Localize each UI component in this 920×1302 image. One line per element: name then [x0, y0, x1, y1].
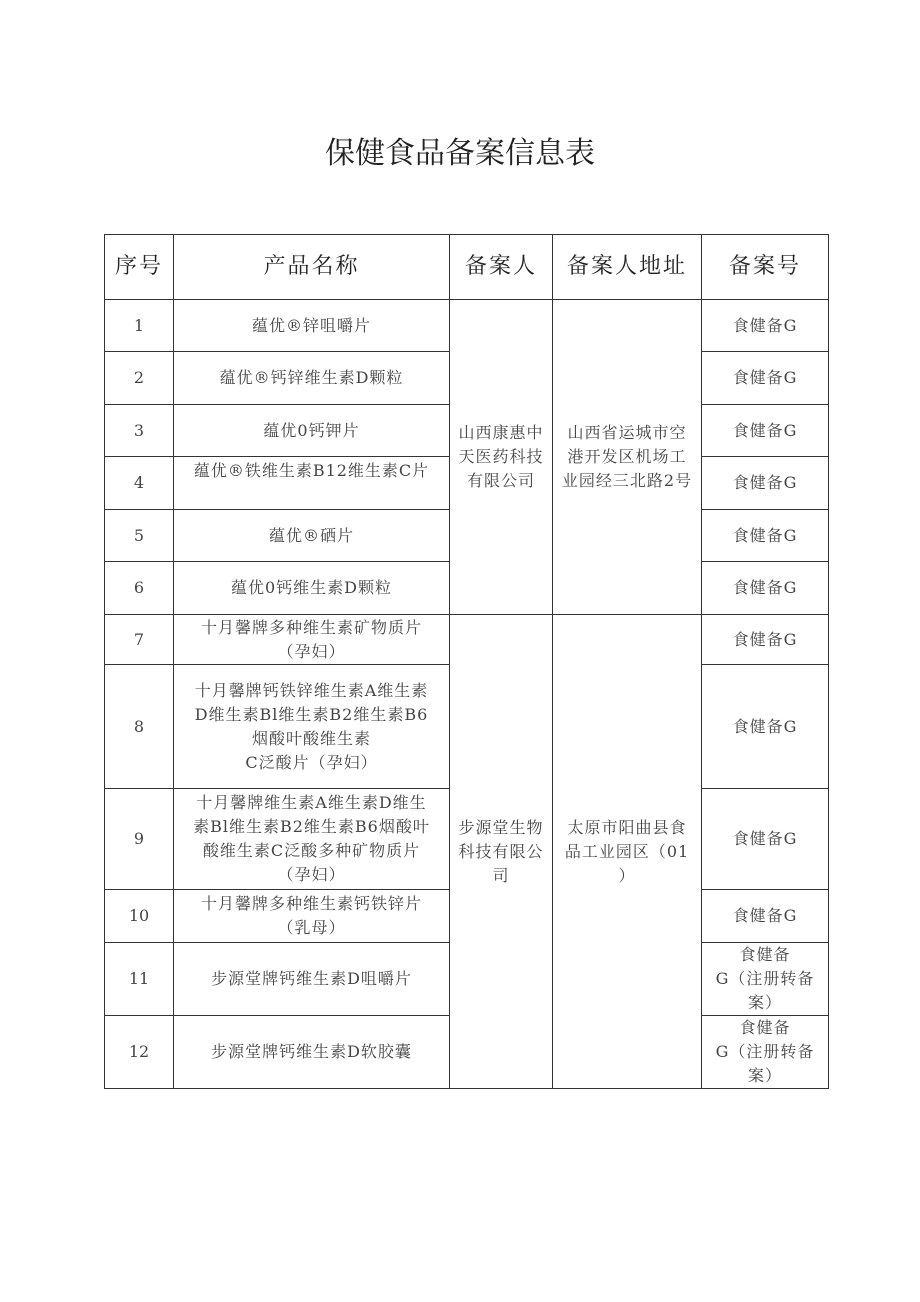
filer-line: 山西康惠中 — [458, 423, 544, 442]
product-name: 蕴优®锌咀嚼片 — [174, 300, 450, 352]
product-name: 蕴优®钙锌维生素D颗粒 — [174, 352, 450, 405]
record-number: 食健备G — [702, 510, 829, 562]
record-number: 食健备G — [702, 789, 829, 890]
table-row — [105, 615, 829, 665]
product-name: 蕴优0钙钾片 — [174, 405, 450, 457]
record-number: 食健备G — [702, 890, 829, 943]
address-line: 业园经三北路2号 — [561, 471, 693, 490]
row-number: 6 — [105, 562, 174, 615]
header-filer-address: 备案人地址 — [553, 235, 702, 300]
header-filer: 备案人 — [450, 235, 553, 300]
product-name-line: C泛酸片（孕妇） — [245, 752, 378, 772]
row-number: 9 — [105, 789, 174, 890]
product-name — [174, 615, 450, 665]
product-name-line: 十月馨牌多种维生素矿物质片 — [200, 617, 422, 637]
product-name: 步源堂牌钙维生素D咀嚼片 — [174, 943, 450, 1016]
record-number: 食健备G — [702, 457, 829, 510]
filer-line: 步源堂生物 — [458, 817, 544, 837]
product-name-line: 十月馨牌维生素A维生素D维生 — [196, 793, 427, 812]
address-cell — [553, 300, 702, 615]
product-name: 蕴优®硒片 — [174, 510, 450, 562]
product-name-line: （乳母） — [277, 918, 346, 937]
address-line: 港开发区机场工 — [567, 447, 687, 466]
address-cell — [553, 615, 702, 1089]
header-product-name: 产品名称 — [174, 235, 450, 300]
row-number: 12 — [105, 1016, 174, 1089]
record-number — [702, 943, 829, 1016]
row-number: 2 — [105, 352, 174, 405]
table-row — [105, 300, 829, 352]
record-number: 食健备G — [702, 352, 829, 405]
address-line: 太原市阳曲县食 — [567, 817, 687, 837]
row-number: 1 — [105, 300, 174, 352]
filing-table — [104, 234, 829, 1089]
record-number-line: 食健备 — [739, 1018, 791, 1037]
product-name: 步源堂牌钙维生素D软胶囊 — [174, 1016, 450, 1089]
filer-cell — [450, 615, 553, 1089]
product-name-line: 烟酸叶酸维生素 — [251, 728, 371, 748]
address-line: 山西省运城市空 — [567, 423, 687, 442]
row-number: 8 — [105, 665, 174, 789]
record-number: 食健备G — [702, 562, 829, 615]
record-number: 食健备G — [702, 665, 829, 789]
product-name-line: 素Bl维生素B2维生素B6烟酸叶 — [193, 817, 430, 836]
header-row — [105, 235, 829, 300]
product-name — [174, 789, 450, 890]
record-number: 食健备G — [702, 300, 829, 352]
product-name: 蕴优®铁维生素B12维生素C片 — [174, 457, 450, 510]
product-name-line: 十月馨牌多种维生素钙铁锌片 — [200, 894, 422, 913]
product-name-line: （孕妇） — [277, 865, 346, 884]
row-number: 3 — [105, 405, 174, 457]
record-number-line: G（注册转备 — [715, 1042, 815, 1061]
address-line: 品工业园区（01 — [564, 841, 690, 861]
header-seq: 序号 — [105, 235, 174, 300]
row-number: 11 — [105, 943, 174, 1016]
product-name-line: 十月馨牌钙铁锌维生素A维生素 — [194, 680, 429, 700]
header-record-number: 备案号 — [702, 235, 829, 300]
product-name — [174, 665, 450, 789]
record-number: 食健备G — [702, 405, 829, 457]
row-number: 10 — [105, 890, 174, 943]
filer-cell — [450, 300, 553, 615]
row-number: 5 — [105, 510, 174, 562]
page-title: 保健食品备案信息表 — [325, 136, 595, 171]
record-number-line: G（注册转备 — [715, 969, 815, 988]
product-name-line: D维生素Bl维生素B2维生素B6 — [194, 704, 429, 724]
record-number: 食健备G — [702, 615, 829, 665]
address-line: ） — [618, 865, 636, 885]
filer-line: 科技有限公 — [458, 841, 544, 861]
filer-line: 司 — [492, 865, 510, 885]
record-number-line: 食健备 — [739, 945, 791, 964]
product-name — [174, 890, 450, 943]
product-name-line: 酸维生素C泛酸多种矿物质片 — [202, 841, 421, 860]
record-number-line: 案） — [747, 1066, 782, 1085]
filer-line: 天医药科技 — [458, 447, 544, 466]
record-number-line: 案） — [747, 993, 782, 1012]
product-name: 蕴优0钙维生素D颗粒 — [174, 562, 450, 615]
filer-line: 有限公司 — [466, 471, 535, 490]
row-number: 7 — [105, 615, 174, 665]
row-number: 4 — [105, 457, 174, 510]
product-name-line: （孕妇） — [277, 641, 346, 661]
record-number — [702, 1016, 829, 1089]
